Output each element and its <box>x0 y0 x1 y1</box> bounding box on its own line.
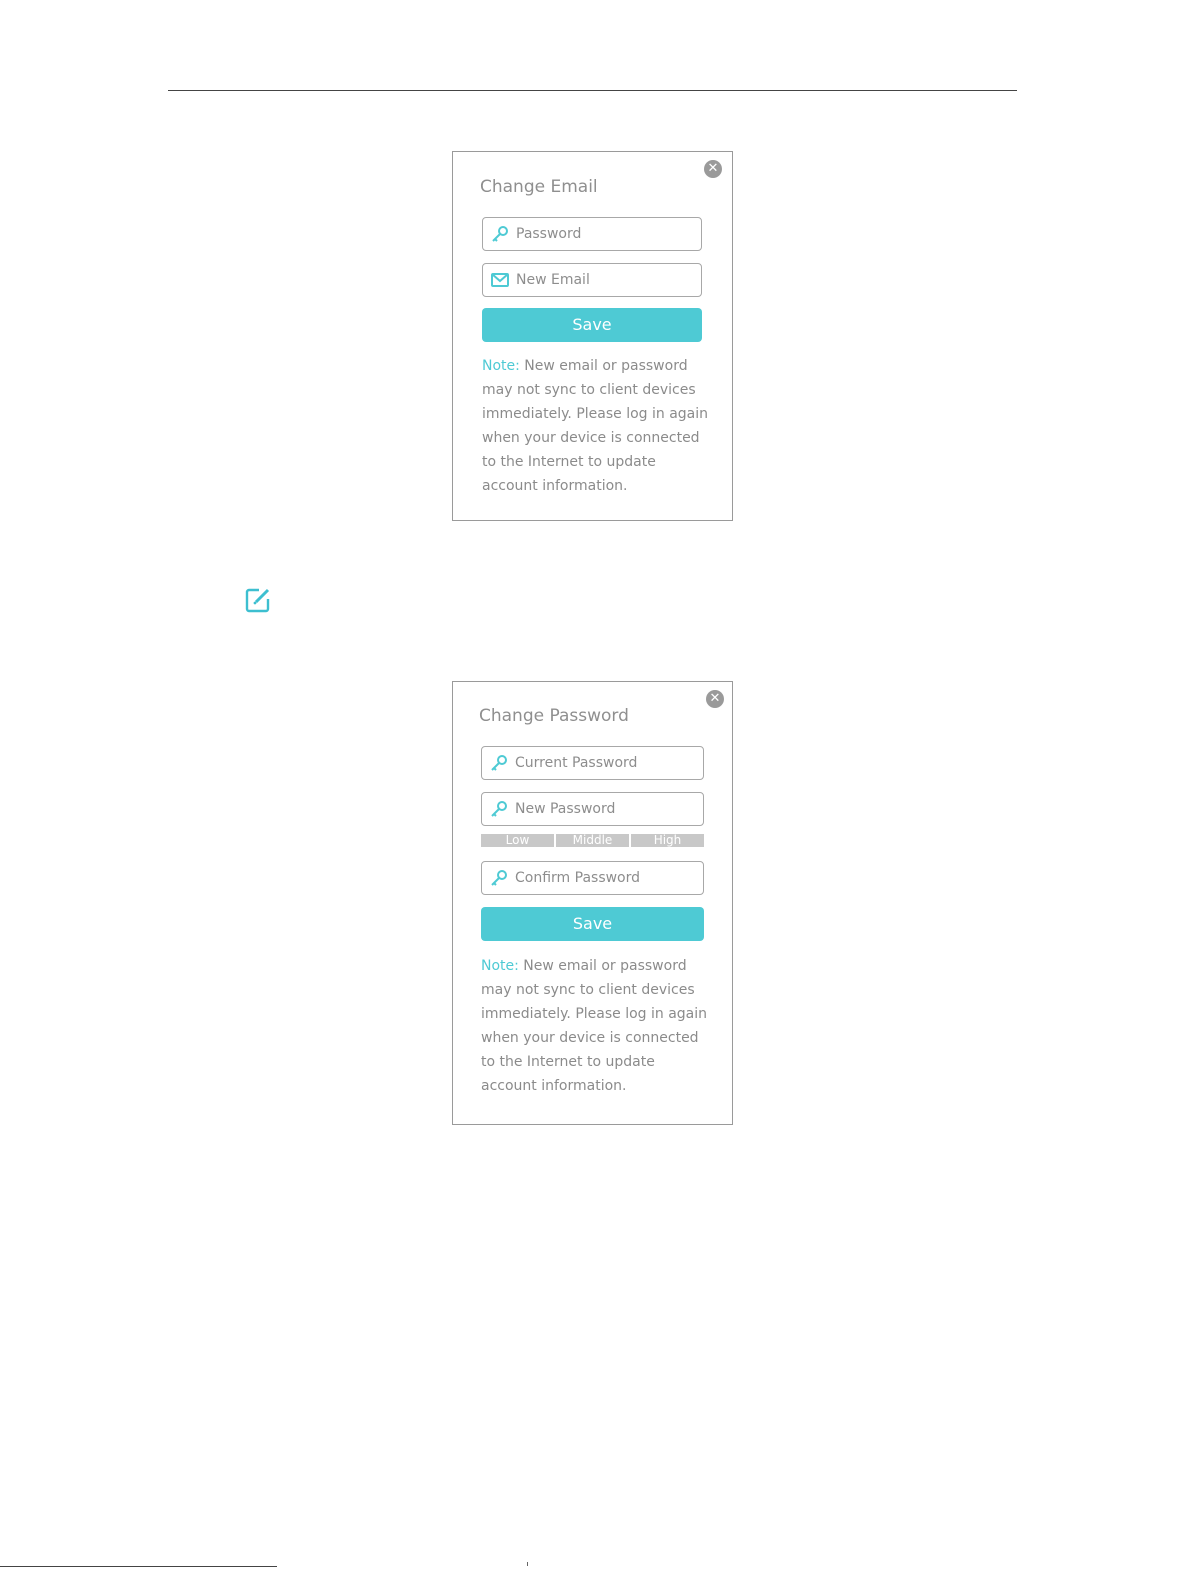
panel-title: Change Email <box>480 177 598 197</box>
new-email-field[interactable] <box>482 263 702 297</box>
new-email-placeholder: New Email <box>516 272 590 288</box>
note-body: New email or password may not sync to client devices immediately. Please log in again when your device is connected to the Internet to update account information. <box>482 358 709 494</box>
key-icon <box>489 868 509 888</box>
close-icon[interactable]: ✕ <box>706 690 724 708</box>
note-text <box>482 354 708 498</box>
password-placeholder: Password <box>516 226 582 242</box>
mail-icon <box>490 270 510 290</box>
change-email-panel <box>452 151 733 521</box>
new-password-field[interactable] <box>481 792 704 826</box>
key-icon <box>489 799 509 819</box>
key-icon <box>490 224 510 244</box>
footer-rule <box>0 1566 277 1567</box>
note-body: New email or password may not sync to client devices immediately. Please log in again when your device is connected to the Internet to update account information. <box>481 958 708 1094</box>
save-button[interactable]: Save <box>481 907 704 941</box>
change-password-panel <box>452 681 733 1125</box>
new-password-placeholder: New Password <box>515 801 616 817</box>
current-password-field[interactable] <box>481 746 704 780</box>
note-label: Note: <box>482 358 520 374</box>
panel-title: Change Password <box>479 706 629 726</box>
password-strength-meter <box>481 834 704 847</box>
current-password-placeholder: Current Password <box>515 755 638 771</box>
note-label: Note: <box>481 958 519 974</box>
close-icon[interactable]: ✕ <box>704 160 722 178</box>
confirm-password-field[interactable] <box>481 861 704 895</box>
strength-high: High <box>631 834 704 847</box>
strength-middle: Middle <box>556 834 629 847</box>
header-rule <box>168 90 1017 91</box>
note-text <box>481 954 709 1098</box>
password-field[interactable] <box>482 217 702 251</box>
confirm-password-placeholder: Confirm Password <box>515 870 641 886</box>
save-button[interactable]: Save <box>482 308 702 342</box>
edit-note-icon <box>245 587 271 613</box>
strength-low: Low <box>481 834 554 847</box>
key-icon <box>489 753 509 773</box>
footer-tick <box>527 1562 528 1566</box>
